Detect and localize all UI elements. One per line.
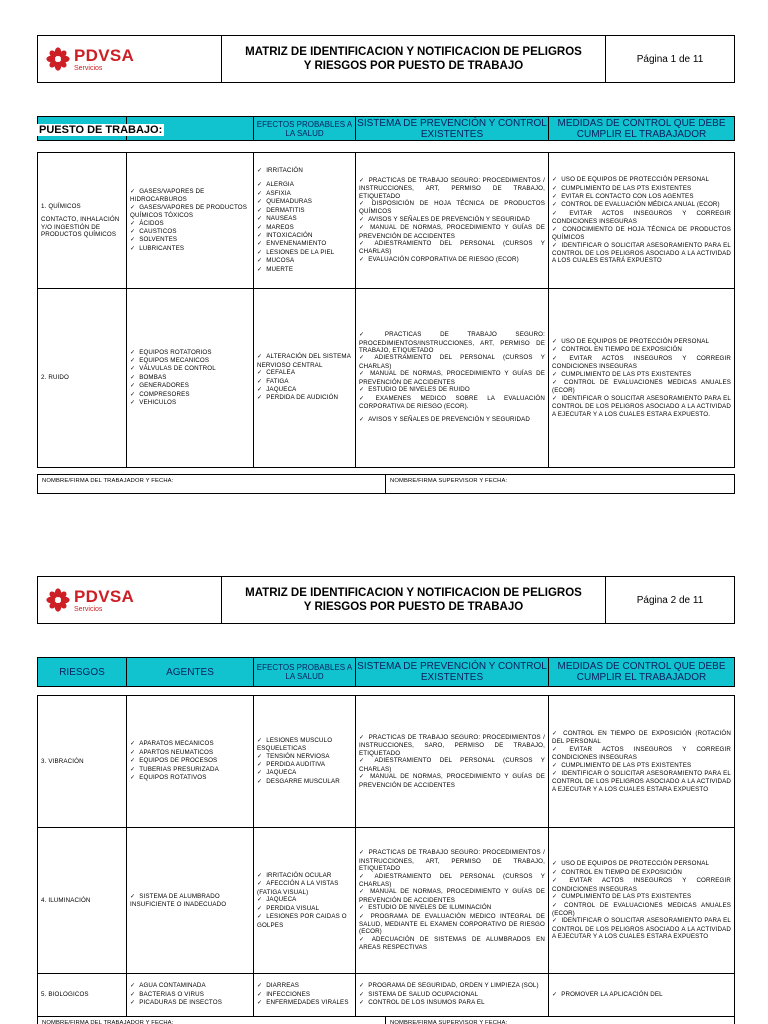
medidas-cell bbox=[549, 153, 734, 288]
cell-item: ✓ USO DE EQUIPOS DE PROTECCIÓN PERSONAL bbox=[552, 176, 731, 184]
cell-item: ✓ AFECCIÓN A LA VISTAS (FATIGA VISUAL) bbox=[257, 880, 352, 896]
cell-item: ✓ CONTROL DE LOS INSUMOS PARA EL bbox=[359, 999, 545, 1007]
page-2-signature-row bbox=[37, 1016, 735, 1024]
medidas-cell bbox=[549, 828, 734, 973]
medidas-cell bbox=[549, 289, 734, 467]
cell-item: ✓ APARTOS NEUMATICOS bbox=[130, 749, 250, 757]
riesgo-cell bbox=[38, 974, 127, 1016]
page-1-risk-table bbox=[37, 152, 735, 468]
cell-item: ✓ PRACTICAS DE TRABAJO SEGURO: PROCEDIMIENTOS / INSTRUCCIONES, ART, PERMISO DE TRABAJO, ETIQUETADO bbox=[359, 177, 545, 200]
cell-item: ✓ LESIONES POR CAIDAS O GOLPES bbox=[257, 913, 352, 929]
cell-item: ✓ PROGRAMA DE EVALUACIÓN MEDICO INTEGRAL DE SALUD, MEDIANTE EL EXAMEN CORPORATIVO DE RIESGO (ECOR) bbox=[359, 913, 545, 936]
cell-item: ✓ EQUIPOS ROTATIVOS bbox=[130, 774, 250, 782]
cell-item: ✓ GASES/VAPORES DE PRODUCTOS QUÍMICOS TÓXICOS bbox=[130, 204, 250, 220]
page-2-column-header bbox=[37, 657, 735, 687]
cell-item: ✓ CONTROL EN TIEMPO DE EXPOSICIÓN (ROTACIÓN DEL PERSONAL bbox=[552, 730, 731, 746]
cell-item: ✓ PERDIDA VISUAL bbox=[257, 905, 352, 913]
cell-item: ✓ CUMPLIMIENTO DE LAS PTS EXISTENTES bbox=[552, 185, 731, 193]
agentes-cell bbox=[127, 289, 254, 467]
cell-item: ✓ CONTROL EN TIEMPO DE EXPOSICIÓN bbox=[552, 869, 731, 877]
title-line-2: Y RIESGOS POR PUESTO DE TRABAJO bbox=[303, 601, 524, 613]
cell-item: ✓ ADECUACIÓN DE SISTEMAS DE ALUMBRADOS EN AREAS RESPECTIVAS bbox=[359, 936, 545, 952]
cell-item: ✓ PRACTICAS DE TRABAJO SEGURO: PROCEDIMIENTOS / INSTRUCCIONES, ART, PERMISO DE TRABAJO, ETIQUETADO bbox=[359, 849, 545, 872]
cell-item: ✓ CONTROL DE EVALUACIONES MEDICAS ANUALES (ECOR) bbox=[552, 902, 731, 918]
col-medidas: MEDIDAS DE CONTROL QUE DEBE CUMPLIR EL TRABAJADOR bbox=[557, 661, 726, 683]
cell-item: ✓ AVISOS Y SEÑALES DE PREVENCIÓN Y SEGURIDAD bbox=[359, 416, 545, 424]
col-medidas: MEDIDAS DE CONTROL QUE DEBE CUMPLIR EL TRABAJADOR bbox=[557, 117, 726, 140]
cell-item: ✓ DISPOSICIÓN DE HOJA TÉCNICA DE PRODUCTOS QUÍMICOS bbox=[359, 200, 545, 216]
worker-signature-field: NOMBRE/FIRMA DEL TRABAJADOR Y FECHA: bbox=[38, 475, 386, 493]
cell-item: ✓ MUCOSA bbox=[257, 257, 352, 265]
cell-item: ✓ EVITAR ACTOS INSEGUROS Y CORREGIR CONDICIONES INSEGURAS bbox=[552, 877, 731, 893]
medidas-cell bbox=[549, 696, 734, 827]
page-2-risk-table bbox=[37, 695, 735, 1017]
cell-item: ✓ EQUIPOS DE PROCESOS bbox=[130, 757, 250, 765]
agentes-cell bbox=[127, 828, 254, 973]
sistema-cell bbox=[356, 974, 549, 1016]
cell-item: ✓ QUEMADURAS bbox=[257, 198, 352, 206]
table-row bbox=[38, 974, 734, 1016]
title-line-1: MATRIZ DE IDENTIFICACION Y NOTIFICACION DE PELIGROS bbox=[245, 46, 582, 58]
cell-item: ✓ CONOCIMIENTO DE HOJA TÉCNICA DE PRODUCTOS QUÍMICOS bbox=[552, 226, 731, 242]
cell-item: ✓ GENERADORES bbox=[130, 382, 250, 390]
cell-item: ✓ LESIONES DE LA PIEL bbox=[257, 249, 352, 257]
company-logo bbox=[38, 36, 222, 82]
cell-item: 1. QUÍMICOS bbox=[41, 202, 81, 210]
supervisor-signature-field: NOMBRE/FIRMA SUPERVISOR Y FECHA: bbox=[390, 1020, 508, 1024]
pdvsa-sun-icon bbox=[46, 47, 70, 71]
cell-item: ✓ SISTEMA DE SALUD OCUPACIONAL bbox=[359, 991, 545, 999]
cell-item: ✓ ESTUDIO DE NIVELES DE RUIDO bbox=[359, 386, 545, 394]
col-riesgos: RIESGOS bbox=[38, 658, 127, 686]
cell-item: ✓ MANUAL DE NORMAS, PROCEDIMIENTO Y GUÍAS DE PREVENCIÓN DE ACCIDENTES bbox=[359, 888, 545, 904]
riesgo-cell bbox=[38, 289, 127, 467]
col-efectos: EFECTOS PROBABLES A LA SALUD bbox=[254, 658, 356, 686]
page-number: Página 1 de 11 bbox=[636, 53, 704, 65]
cell-item: ✓ EVITAR EL CONTACTO CON LOS AGENTES bbox=[552, 193, 731, 201]
cell-item: ✓ NAUSEAS bbox=[257, 215, 352, 223]
cell-item: ✓ DERMATITIS bbox=[257, 207, 352, 215]
cell-item: ✓ TENSIÓN NERVIOSA bbox=[257, 753, 352, 761]
cell-item: ✓ ASFIXIA bbox=[257, 190, 352, 198]
cell-item: ✓ JAQUECA bbox=[257, 896, 352, 904]
col-sistema: SISTEMA DE PREVENCIÓN Y CONTROL EXISTENTES bbox=[356, 658, 549, 686]
cell-item: ✓ AVISOS Y SEÑALES DE PREVENCIÓN Y SEGURIDAD bbox=[359, 216, 545, 224]
cell-item: ✓ IDENTIFICAR O SOLICITAR ASESORAMIENTO PARA EL CONTROL DE LOS PELIGROS ASOCIADO A LA ACTIVIDAD A EJECUTAR Y A LOS CUALES ESTARA EXPUESTO. bbox=[552, 395, 731, 418]
efectos-cell bbox=[254, 974, 356, 1016]
cell-item: ✓ ENVENENAMIENTO bbox=[257, 240, 352, 248]
cell-item: ✓ USO DE EQUIPOS DE PROTECCIÓN PERSONAL bbox=[552, 860, 731, 868]
cell-item: ✓ MANUAL DE NORMAS, PROCEDIMIENTO Y GUÍAS DE PREVENCIÓN DE ACCIDENTES bbox=[359, 224, 545, 240]
document-title bbox=[222, 36, 606, 82]
cell-item: ✓ CAUSTICOS bbox=[130, 228, 250, 236]
cell-item: ✓ CONTROL DE EVALUACIONES MEDICAS ANUALES (ECOR) bbox=[552, 379, 731, 395]
cell-item: ✓ INFECCIONES bbox=[257, 991, 352, 999]
agentes-cell bbox=[127, 696, 254, 827]
cell-item: ✓ COMPRESORES bbox=[130, 391, 250, 399]
supervisor-signature-field: NOMBRE/FIRMA SUPERVISOR Y FECHA: bbox=[390, 478, 508, 484]
cell-item: ✓ APARATOS MECANICOS bbox=[130, 740, 250, 748]
cell-item: ✓ ALTERACIÓN DEL SISTEMA NERVIOSO CENTRAL bbox=[257, 353, 352, 369]
cell-item: ✓ JAQUECA bbox=[257, 769, 352, 777]
riesgo-cell bbox=[38, 153, 127, 288]
cell-item: ✓ MANUAL DE NORMAS, PROCEDIMIENTO Y GUÍAS DE PREVENCIÓN DE ACCIDENTES bbox=[359, 370, 545, 386]
cell-item: ✓ EQUIPOS MECANICOS bbox=[130, 357, 250, 365]
cell-item: ✓ DIARREAS bbox=[257, 982, 352, 990]
cell-item: ✓ GASES/VAPORES DE HIDROCARBUROS bbox=[130, 188, 250, 204]
cell-item: ✓ ADIESTRAMIENTO DEL PERSONAL (CURSOS Y CHARLAS) bbox=[359, 240, 545, 256]
cell-item: ✓ EVITAR ACTOS INSEGUROS Y CORREGIR CONDICIONES INSEGURAS bbox=[552, 355, 731, 371]
table-row bbox=[38, 696, 734, 828]
cell-item: ✓ PRACTICAS DE TRABAJO SEGURO: PROCEDIMIENTOS/INSTRUCCIONES, ART, PERMISO DE TRABAJO, ETIQUETADO bbox=[359, 331, 545, 354]
logo-subtitle: Servicios bbox=[74, 605, 103, 613]
cell-item: ✓ USO DE EQUIPOS DE PROTECCIÓN PERSONAL bbox=[552, 338, 731, 346]
riesgo-cell bbox=[38, 828, 127, 973]
col-sistema: SISTEMA DE PREVENCIÓN Y CONTROL EXISTENTES bbox=[356, 117, 549, 140]
cell-item: ✓ TUBERIAS PRESURIZADA bbox=[130, 766, 250, 774]
cell-item: ✓ CUMPLIMIENTO DE LAS PTS EXISTENTES bbox=[552, 371, 731, 379]
page-1-header bbox=[37, 35, 735, 83]
logo-name: PDVSA bbox=[74, 586, 135, 606]
table-row bbox=[38, 828, 734, 974]
cell-item: ✓ INTOXICACIÓN bbox=[257, 232, 352, 240]
cell-item: ✓ CONTROL DE EVALUACIÓN MÉDICA ANUAL (ECOR) bbox=[552, 201, 731, 209]
logo-name: PDVSA bbox=[74, 45, 135, 65]
cell-item: ✓ PERDIDA DE AUDICIÓN bbox=[257, 394, 352, 402]
cell-item: ✓ ADIESTRAMIENTO DEL PERSONAL (CURSOS Y CHARLAS) bbox=[359, 757, 545, 773]
riesgo-cell bbox=[38, 696, 127, 827]
cell-item: ✓ ADIESTRAMIENTO DEL PERSONAL (CURSOS Y CHARLAS) bbox=[359, 873, 545, 889]
cell-item: ✓ ESTUDIO DE NIVELES DE ILUMINACIÓN bbox=[359, 904, 545, 912]
cell-item: ✓ IRRITACIÓN bbox=[257, 167, 352, 175]
cell-item: ✓ AGUA CONTAMINADA bbox=[130, 982, 250, 990]
agentes-cell bbox=[127, 974, 254, 1016]
cell-item: ✓ MAREOS bbox=[257, 224, 352, 232]
cell-item: 4. ILUMINACIÓN bbox=[41, 896, 91, 904]
cell-item: ✓ CEFALEA bbox=[257, 369, 352, 377]
efectos-cell bbox=[254, 696, 356, 827]
sistema-cell bbox=[356, 828, 549, 973]
cell-item: ✓ VEHICULOS bbox=[130, 399, 250, 407]
cell-item: ✓ PROGRAMA DE SEGURIDAD, ORDEN Y LIMPIEZA (SOL) bbox=[359, 982, 545, 990]
sistema-cell bbox=[356, 696, 549, 827]
col-efectos: EFECTOS PROBABLES A LA SALUD bbox=[254, 117, 356, 140]
medidas-cell bbox=[549, 974, 734, 1016]
efectos-cell bbox=[254, 828, 356, 973]
cell-item: CONTACTO, INHALACIÓN Y/O INGESTIÓN DE PRODUCTOS QUÍMICOS bbox=[41, 216, 120, 238]
cell-item: ✓ ÁCIDOS bbox=[130, 220, 250, 228]
cell-item: ✓ BOMBAS bbox=[130, 374, 250, 382]
cell-item: ✓ PERDIDA AUDITIVA bbox=[257, 761, 352, 769]
cell-item: ✓ JAQUECA bbox=[257, 386, 352, 394]
cell-item: ✓ MANUAL DE NORMAS, PROCEDIMIENTO Y GUÍAS DE PREVENCIÓN DE ACCIDENTES bbox=[359, 773, 545, 789]
cell-item: ✓ IDENTIFICAR O SOLICITAR ASESORAMIENTO PARA EL CONTROL DE LOS PELIGROS ASOCIADO A LA ACTIVIDAD A EJECUTAR Y A LOS CUALES ESTARA EXPUESTO bbox=[552, 917, 731, 940]
page-2-header bbox=[37, 576, 735, 624]
table-row bbox=[38, 289, 734, 467]
cell-item: ✓ EVALUACIÓN CORPORATIVA DE RIESGO (ECOR) bbox=[359, 256, 545, 264]
cell-item: ✓ VÁLVULAS DE CONTROL bbox=[130, 365, 250, 373]
cell-item: ✓ IDENTIFICAR O SOLICITAR ASESORAMIENTO PARA EL CONTROL DE LOS PELIGROS ASOCIADO A LA ACTIVIDAD A LOS CUALES ESTARÁ EXPUESTO bbox=[552, 242, 731, 265]
cell-item: ✓ ADIESTRAMIENTO DEL PERSONAL (CURSOS Y CHARLAS) bbox=[359, 354, 545, 370]
page-1-signature-row bbox=[37, 474, 735, 494]
cell-item: ✓ EVITAR ACTOS INSEGUROS Y CORREGIR CONDICIONES INSEGURAS bbox=[552, 746, 731, 762]
efectos-cell bbox=[254, 289, 356, 467]
cell-item: ✓ PICADURAS DE INSECTOS bbox=[130, 999, 250, 1007]
cell-item: ✓ MUERTE bbox=[257, 266, 352, 274]
cell-item: ✓ CUMPLIMIENTO DE LAS PTS EXISTENTES bbox=[552, 893, 731, 901]
efectos-cell bbox=[254, 153, 356, 288]
sistema-cell bbox=[356, 289, 549, 467]
cell-item: ✓ DESGARRE MUSCULAR bbox=[257, 778, 352, 786]
cell-item: ✓ SISTEMA DE ALUMBRADO INSUFICIENTE O INADECUADO bbox=[130, 893, 250, 909]
cell-item: ✓ ALERGIA bbox=[257, 181, 352, 189]
sistema-cell bbox=[356, 153, 549, 288]
cell-item: ✓ FATIGA bbox=[257, 378, 352, 386]
cell-item: ✓ EXAMENES MEDICO SOBRE LA EVALUACIÓN CORPORATIVA DE RIESGO (ECOR). bbox=[359, 395, 545, 411]
cell-item: ✓ PRACTICAS DE TRABAJO SEGURO: PROCEDIMIENTOS / INSTRUCCIONES, SARO, PERMISO DE TRABAJO, ETIQUETADO bbox=[359, 734, 545, 757]
table-row bbox=[38, 153, 734, 289]
cell-item: ✓ LUBRICANTES bbox=[130, 245, 250, 253]
title-line-2: Y RIESGOS POR PUESTO DE TRABAJO bbox=[303, 60, 524, 72]
company-logo bbox=[38, 577, 222, 623]
cell-item: ✓ IRRITACIÓN OCULAR bbox=[257, 872, 352, 880]
cell-item: ✓ CONTROL EN TIEMPO DE EXPOSICIÓN bbox=[552, 346, 731, 354]
cell-item: 5. BIOLOGICOS bbox=[41, 991, 89, 999]
title-line-1: MATRIZ DE IDENTIFICACION Y NOTIFICACION DE PELIGROS bbox=[245, 587, 582, 599]
cell-item: ✓ BACTERIAS O VIRUS bbox=[130, 991, 250, 999]
cell-item: ✓ SOLVENTES bbox=[130, 236, 250, 244]
logo-subtitle: Servicios bbox=[74, 64, 103, 72]
col-agentes: AGENTES bbox=[127, 658, 254, 686]
cell-item: ✓ EQUIPOS ROTATORIOS bbox=[130, 349, 250, 357]
puesto-de-trabajo-label: PUESTO DE TRABAJO: bbox=[39, 124, 163, 136]
cell-item: ✓ ENFERMEDADES VIRALES bbox=[257, 999, 352, 1007]
cell-item: ✓ LESIONES MUSCULO ESQUELETICAS bbox=[257, 737, 352, 753]
pdvsa-sun-icon bbox=[46, 588, 70, 612]
agentes-cell bbox=[127, 153, 254, 288]
cell-item: ✓ EVITAR ACTOS INSEGUROS Y CORREGIR CONDICIONES INSEGURAS bbox=[552, 210, 731, 226]
document-title bbox=[222, 577, 606, 623]
cell-item: 3. VIBRACIÓN bbox=[41, 757, 84, 765]
page-number: Página 2 de 11 bbox=[636, 594, 704, 606]
cell-item: ✓ IDENTIFICAR O SOLICITAR ASESORAMIENTO PARA EL CONTROL DE LOS PELIGROS ASOCIADO A LA ACTIVIDAD A EJECUTAR Y A LOS CUALES ESTARA EXPUESTO bbox=[552, 770, 731, 793]
worker-signature-field: NOMBRE/FIRMA DEL TRABAJADOR Y FECHA: bbox=[38, 1017, 386, 1024]
cell-item: ✓ PROMOVER LA APLICACIÓN DEL bbox=[552, 991, 731, 999]
cell-item: 2. RUIDO bbox=[41, 374, 70, 382]
cell-item: ✓ CUMPLIMIENTO DE LAS PTS EXISTENTES bbox=[552, 762, 731, 770]
